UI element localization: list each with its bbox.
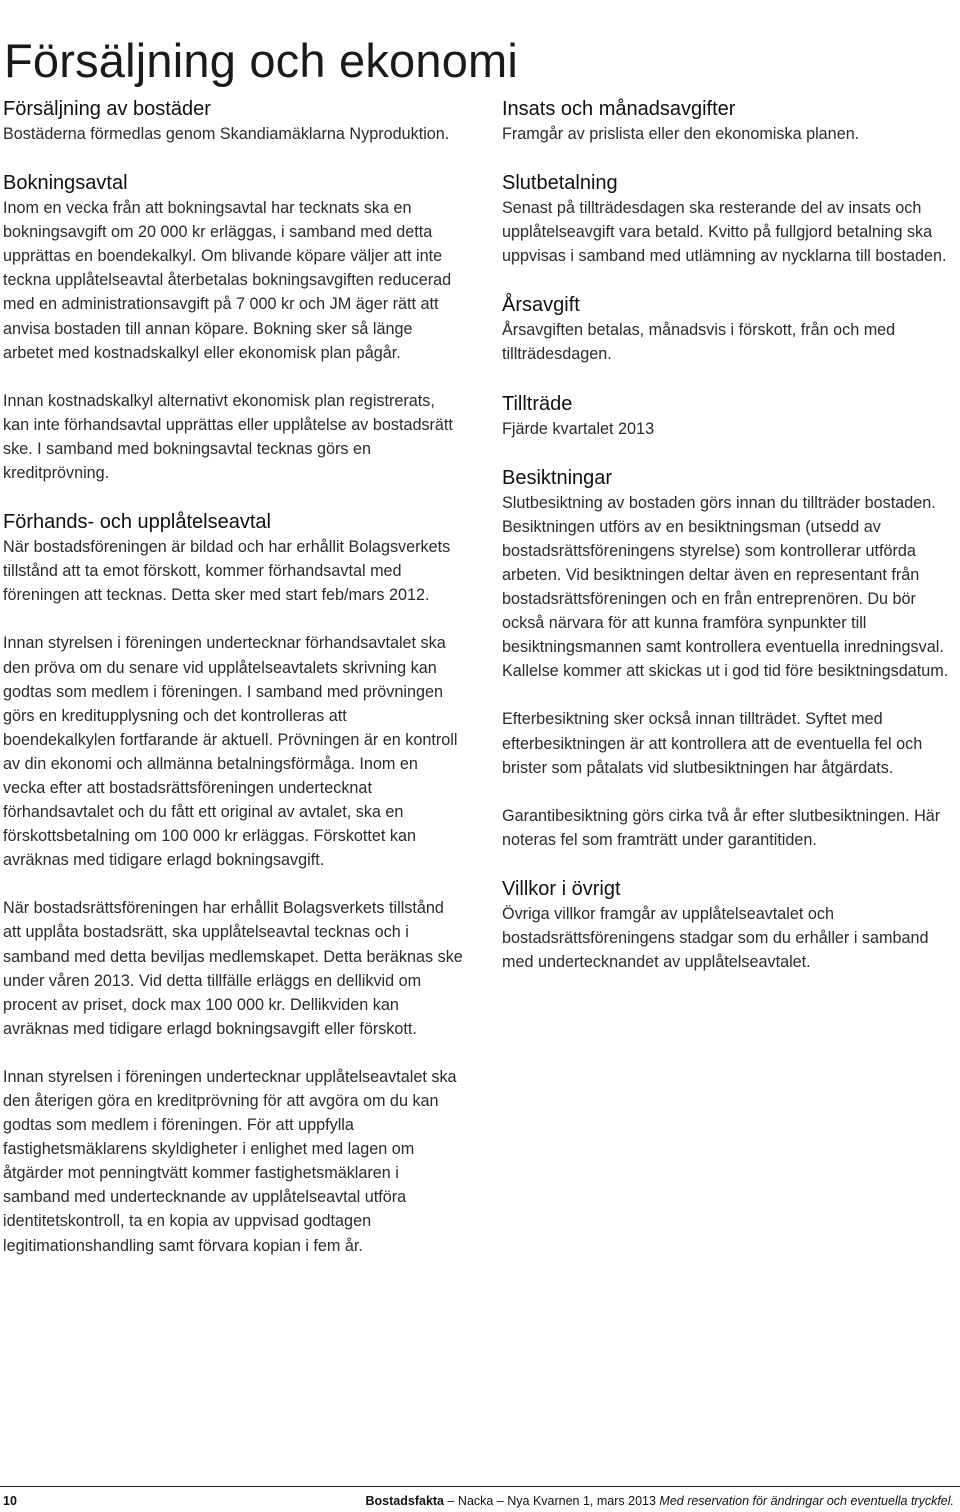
section-heading: Villkor i övrigt — [502, 877, 621, 900]
paragraph: Slutbesiktning av bostaden görs innan du tillträder bostaden. Besiktningen utförs av en besiktningsman (utsedd av bostadsrättsföreningens styrelse) som kontrollerar utförda arbeten. Vid besiktningen deltar även en representant från bostadsrättsföreningen och en från entreprenören. Du bör också närvara för att kunna framföra synpunkter till besiktningsmannen samt kontrollera eventuella inredningsval. Kallelse kommer att skickas ut i god tid före besiktningsdatum. — [502, 493, 949, 681]
paragraph: Bostäderna förmedlas genom Skandiamäklarna Nyproduktion. — [3, 125, 450, 143]
paragraph: Inom en vecka från att bokningsavtal har tecknats ska en bokningsavgift om 20 000 kr erläggas, i samband med detta upprättas en boendekalkyl. Om blivande köpare väljer att inte teckna upplåtelseavtal återbetalas bokningsavgiften reducerad med en administrationsavgift på 7 000 kr och JM äger rätt att anvisa bostaden till annan köpare. Bokning sker så länge arbetet med kostnadskalkyl eller ekonomisk plan pågår. — [3, 199, 452, 362]
section-heading: Tillträde — [502, 392, 573, 415]
paragraph: När bostadsrättsföreningen har erhållit Bolagsverkets tillstånd att upplåta bostadsrätt, ska upplåtelseavtal tecknas och i samband med detta beviljas medlemskapet. Detta beräknas ske under våren 2013. Vid detta tillfälle erläggs en dellikvid om procent av priset, dock max 100 000 kr. Dellikviden kan avräknas med tidigare erlagd bokningsavgift eller förskott. — [3, 899, 463, 1038]
paragraph: Innan kostnadskalkyl alternativt ekonomisk plan registrerats, kan inte förhandsavtal upprättas eller upplåtelse av bostadsrätt ske. I samband med bokningsavtal tecknas görs en kreditprövning. — [3, 391, 453, 483]
paragraph: Innan styrelsen i föreningen undertecknar upplåtelseavtalet ska den återigen göra en kreditprövning för att avgöra om du kan godtas som medlem i föreningen. För att uppfylla fastighetsmäklarens skyldigheter i enlighet med lagen om åtgärder mot penningtvätt kommer fastighetsmäklaren i samband med undertecknande av upplåtelseavtal utföra identitetskontroll, ta en kopia av uppvisad godtagen legitimationshandling samt förvara kopian i fem år. — [3, 1067, 457, 1255]
section-forsaljning — [3, 96, 463, 146]
footer-disclaimer: Med reservation för ändringar och eventuella tryckfel. — [659, 1494, 954, 1508]
page-number: 10 — [3, 1494, 17, 1508]
right-column — [502, 96, 958, 998]
section-villkor — [502, 876, 958, 974]
paragraph: Innan styrelsen i föreningen undertecknar förhandsavtalet ska den pröva om du senare vid upplåtelseavtalets skrivning kan godtas som medlem i föreningen. I samband med prövningen görs en kreditupplysning och det kontrolleras att boendekalkylen fortfarande är aktuell. Prövningen är en kontroll av din ekonomi och allmänna betalningsförmåga. Inom en vecka efter att bostadsrättsföreningen undertecknat förhandsavtalet och du fått ett original av avtalet, ska en förskottsbetalning om 100 000 kr erläggas. Förskottet kan avräknas med tidigare erlagd bokningsavgift. — [3, 634, 458, 870]
paragraph: Framgår av prislista eller den ekonomiska planen. — [502, 125, 860, 143]
section-heading: Slutbetalning — [502, 172, 618, 195]
section-heading: Förhands- och upplåtelseavtal — [3, 511, 271, 534]
paragraph: Efterbesiktning sker också innan tillträdet. Syftet med efterbesiktningen är att kontrollera att de eventuella fel och brister som påtalats vid slutbesiktningen har åtgärdats. — [502, 710, 923, 777]
paragraph: Årsavgiften betalas, månadsvis i förskott, från och med tillträdesdagen. — [502, 321, 896, 364]
section-heading: Årsavgift — [502, 294, 580, 317]
section-heading: Insats och månadsavgifter — [502, 98, 736, 120]
section-heading: Besiktningar — [502, 466, 613, 489]
left-column — [3, 96, 463, 1258]
section-arsavgift — [502, 292, 958, 366]
page-footer — [0, 1486, 960, 1512]
paragraph: När bostadsföreningen är bildad och har erhållit Bolagsverkets tillstånd att ta emot förskott, kommer förhandsavtal med föreningen att tecknas. Detta sker med start feb/mars 2012. — [3, 538, 451, 605]
section-forhandsavtal — [3, 509, 463, 1258]
paragraph: Övriga villkor framgår av upplåtelseavtalet och bostadsrättsföreningens stadgar som du erhåller i samband med undertecknandet av upplåtelseavtalet. — [502, 904, 929, 972]
footer-credit — [366, 1494, 954, 1508]
footer-brand: Bostadsfakta — [365, 1494, 445, 1508]
section-bokningsavtal — [3, 170, 463, 485]
footer-project: – Nacka – Nya Kvarnen 1, mars 2013 — [444, 1494, 660, 1508]
paragraph: Senast på tillträdesdagen ska resterande del av insats och upplåtelseavgift vara betald. Kvitto på fullgjord betalning ska uppvisas i samband med utlämning av nycklarna till bostaden. — [502, 199, 947, 266]
section-insats — [502, 96, 958, 146]
paragraph: Garantibesiktning görs cirka två år efter slutbesiktningen. Här noteras fel som framträtt under garantitiden. — [502, 806, 941, 849]
section-besiktningar — [502, 465, 958, 852]
section-heading: Försäljning av bostäder — [3, 98, 211, 120]
section-heading: Bokningsavtal — [3, 172, 128, 195]
section-slutbetalning — [502, 170, 958, 268]
section-tilltrade — [502, 391, 958, 441]
page-title: Försäljning och ekonomi — [4, 34, 519, 88]
paragraph: Fjärde kvartalet 2013 — [502, 419, 655, 438]
footer-divider — [0, 1486, 960, 1487]
